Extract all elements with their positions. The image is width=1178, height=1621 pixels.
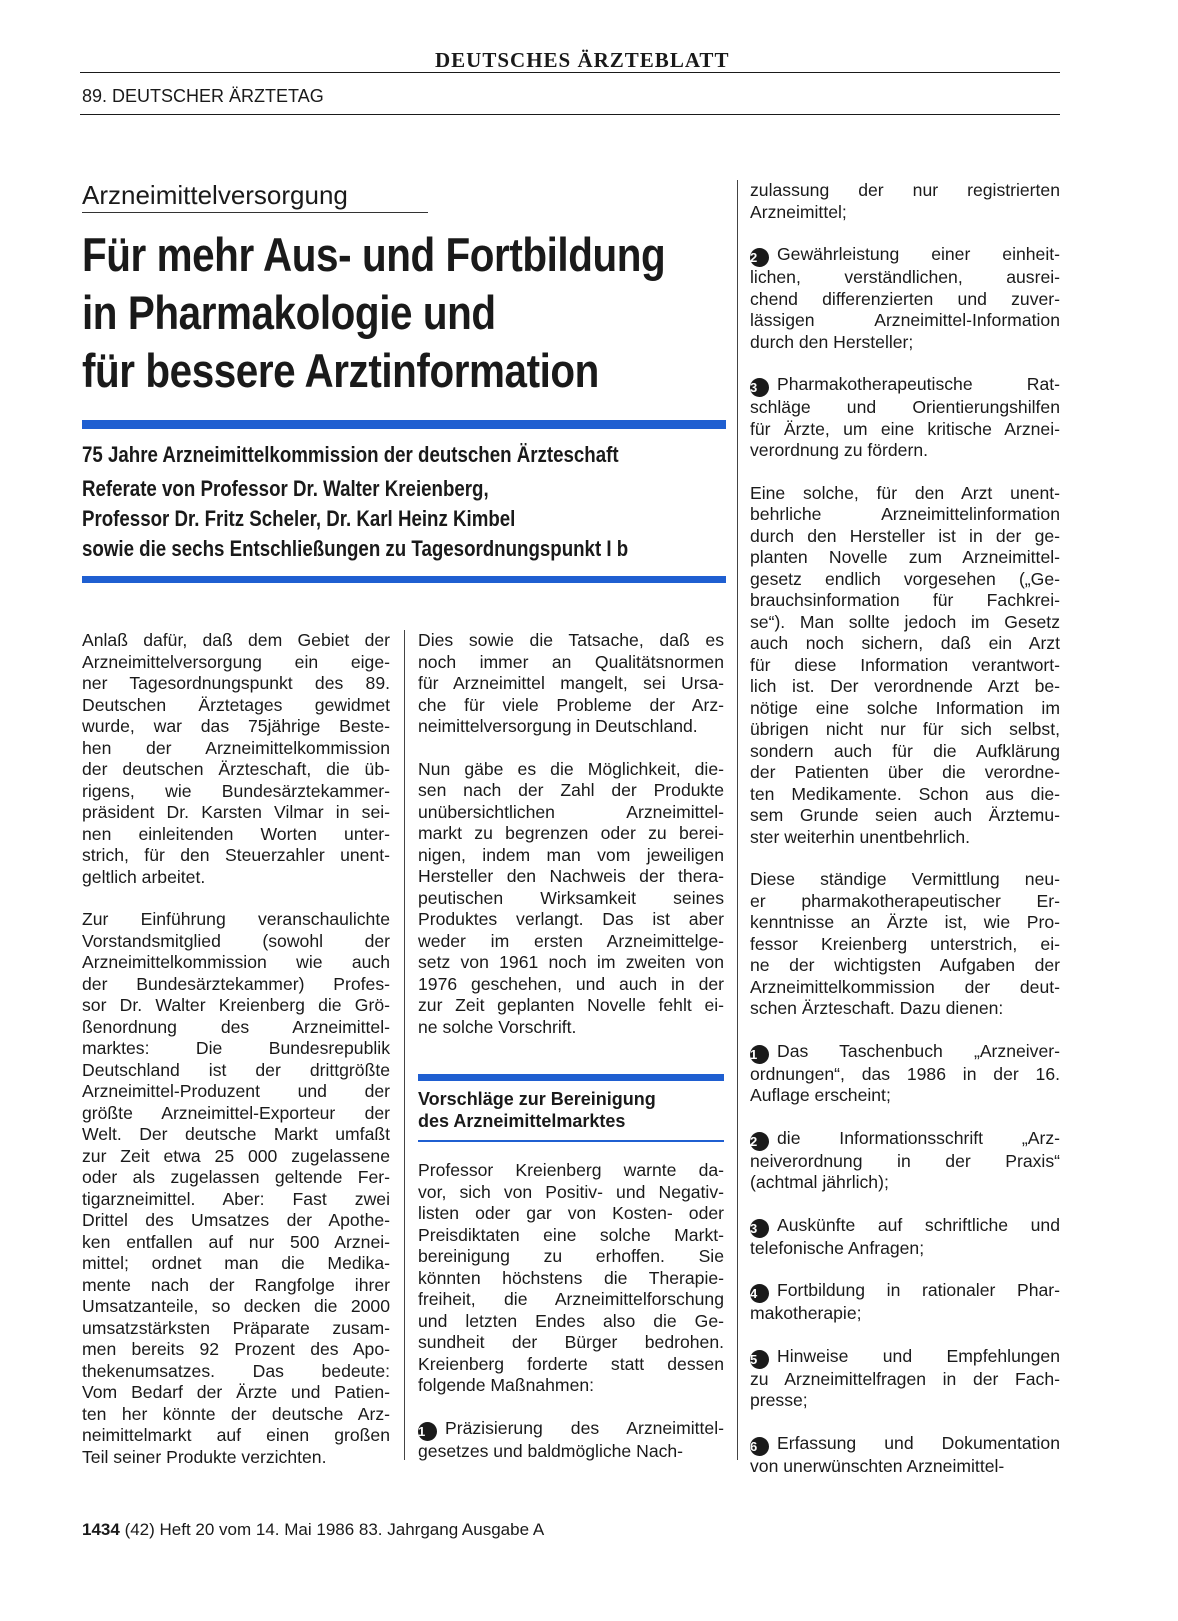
numbered-item [418,1418,724,1463]
text-line: kenntnisse an Ärzte ist, wie Pro- [750,912,1060,932]
text-line: der deutschen Ärzteschaft, die üb- [82,759,390,779]
text-line: 3 Pharmakotherapeutische Rat- [750,374,1060,395]
text-line: strich, für den Steuerzahler unent- [82,845,390,865]
text-line: der Bundesärztekammer) Profes- [82,973,390,994]
section-label: 89. DEUTSCHER ÄRZTETAG [82,86,324,106]
text-line: 3 Auskünfte auf schriftliche und [750,1214,1060,1236]
text-line: ten her könnte der deutsche Arz- [82,1403,390,1424]
text-line: sem Grunde seien auch Ärztemu- [750,805,1060,825]
number-badge: 2 [750,248,769,267]
text-line: neimittelversorgung in Deutschland. [418,716,698,736]
text-line: men bereits 92 Prozent des Apo- [82,1339,390,1359]
masthead-title: DEUTSCHES ÄRZTEBLATT [435,48,730,72]
text-line: lichen, verständlichen, ausrei- [750,267,1060,287]
text-line: zulassung der nur registrierten [750,180,1060,200]
page-number: 1434 [82,1520,120,1539]
text-line: ster weiterhin unentbehrlich. [750,826,971,847]
text-line: markt zu begrenzen oder zu berei- [418,823,724,843]
paragraph [418,759,724,1039]
text-line: sor Dr. Walter Kreienberg die Grö- [82,995,390,1015]
text-line: 6 Erfassung und Dokumentation [750,1432,1060,1454]
text-line: vor, sich von Positiv- und Negativ- [418,1181,724,1202]
text-line: Produktes verlangt. Das ist aber [418,909,724,929]
text-line: auch noch sichern, daß ein Arzt [750,633,1060,653]
text-line: nigen, indem man vom jeweiligen [418,844,724,865]
numbered-item [750,1215,1060,1260]
text-line: ne solche Vorschrift. [418,1016,577,1037]
paragraph [418,1160,724,1397]
text-line: er pharmakotherapeutischer Er- [750,890,1060,911]
text-line: Deutschen Ärztetages gewidmet [82,694,390,715]
text-line: Deutschland ist der drittgrößte [82,1059,390,1080]
text-line: setz von 1961 noch im zweiten von [418,952,724,972]
text-line: Teil seiner Produkte verzichten. [82,1446,327,1467]
footer [82,1520,544,1540]
text-line: brauchsinformation für Fachkrei- [750,590,1060,610]
numbered-item [750,1433,1060,1478]
text-line: schen Ärzteschaft. Dazu dienen: [750,998,1004,1018]
text-line: sen nach der Zahl der Produkte [418,780,724,800]
paragraph [750,483,1060,849]
column-3 [750,180,1060,1498]
text-line: mittel; ordnet man die Medika- [82,1253,390,1273]
text-line: und letzten Endes also die Ge- [418,1310,724,1331]
text-line: Dies sowie die Tatsache, daß es [418,630,724,650]
text-line: che für viele Probleme der Arz- [418,694,724,715]
box-heading [418,1088,724,1132]
text-line: lich ist. Der verordnende Arzt be- [750,676,1060,696]
box-heading-line: des Arzneimittelmarktes [418,1111,626,1131]
kicker-underline [82,212,428,213]
text-line: rigens, wie Bundesärztekammer- [82,780,390,801]
text-line: marktes: Die Bundesrepublik [82,1038,390,1058]
box-heading-line: Vorschläge zur Bereinigung [418,1089,656,1109]
text-line: wurde, war das 75jährige Beste- [82,716,390,736]
column-divider [737,180,738,1460]
number-badge: 1 [750,1045,769,1064]
column-2 [418,630,724,1059]
number-badge: 4 [750,1284,769,1303]
text-line: zur Zeit geplanten Novelle fehlt ei- [418,995,724,1015]
headline-line: Für mehr Aus- und Fortbildung [82,228,666,281]
text-line: 1 Präzisierung des Arzneimittel- [418,1417,724,1439]
text-line: thekenumsatzes. Das bedeute: [82,1360,390,1381]
text-line: unübersichtlichen Arzneimittel- [418,801,724,822]
text-line: noch immer an Qualitätsnormen [418,651,724,672]
box-heading-rule [418,1140,724,1142]
text-line: Vorstandsmitglied (sowohl der [82,930,390,951]
kicker: Arzneimittelversorgung [82,180,348,210]
text-line: tigarzneimittel. Aber: Fast zwei [82,1188,390,1209]
text-line: zur Zeit etwa 25 000 zugelassene [82,1145,390,1166]
text-line: ne der wichtigsten Aufgaben der [750,955,1060,975]
text-line: ner Tagesordnungspunkt des 89. [82,673,390,693]
text-line: verordnung zu fördern. [750,440,928,460]
text-line: Professor Kreienberg warnte da- [418,1160,724,1180]
text-line: weder im ersten Arzneimittelge- [418,930,724,951]
text-line: durch den Hersteller; [750,331,914,352]
text-line: folgende Maßnahmen: [418,1375,595,1395]
text-line: Arzneimittelkommission wie auch [82,952,390,972]
column-divider [404,630,405,1460]
text-line: schläge und Orientierungshilfen [750,397,1060,417]
text-line: ordnungen“, das 1986 in der 16. [750,1063,1060,1084]
column-2-continued [418,1160,724,1483]
text-line: Arzneimittelversorgung ein eige- [82,651,390,672]
text-line: ßenordnung des Arzneimittel- [82,1016,390,1037]
text-line: 5 Hinweise und Empfehlungen [750,1345,1060,1367]
text-line: oder als zugelassen geltende Fer- [82,1167,390,1187]
text-line: größte Arzneimittel-Exporteur der [82,1102,390,1123]
number-badge: 3 [750,378,769,397]
accent-bar-bottom [82,576,726,583]
text-line: 2 die Informationsschrift „Arz- [750,1127,1060,1149]
text-line: für Ärzte, um eine kritische Arznei- [750,418,1060,439]
text-line: Auflage erscheint; [750,1085,891,1105]
text-line: 4 Fortbildung in rationaler Phar- [750,1280,1060,1301]
text-line: telefonische Anfragen; [750,1237,925,1258]
text-line: Zur Einführung veranschaulichte [82,909,390,929]
paragraph [750,869,1060,1020]
text-line: Umsatzanteile, so decken die 2000 [82,1296,390,1316]
text-line: Diese ständige Vermittlung neu- [750,869,1060,889]
text-line: der Patienten über die verordne- [750,762,1060,782]
text-line: ten Medikamente. Schon aus die- [750,783,1060,804]
headline-line: für bessere Arztinformation [82,344,599,397]
text-line: 1976 geschehen, und auch in der [418,973,724,994]
subhead-line: 75 Jahre Arzneimittelkommission der deutschen Ärzteschaft [82,442,619,467]
text-line: präsident Dr. Karsten Vilmar in sei- [82,802,390,822]
numbered-item [750,1128,1060,1194]
subhead-line: Referate von Professor Dr. Walter Kreienberg, [82,476,489,501]
subheads [82,440,728,564]
text-line: 2 Gewährleistung einer einheit- [750,244,1060,265]
text-line: gesetz endlich vorgesehen („Ge- [750,568,1060,589]
text-line: geltlich arbeitet. [82,866,206,887]
text-line: freiheit, die Arzneimittelforschung [418,1289,724,1309]
text-line: Nun gäbe es die Möglichkeit, die- [418,758,724,779]
text-line: lässigen Arzneimittel-Information [750,310,1060,330]
text-line: für Arzneimittel mangelt, sei Ursa- [418,673,724,693]
text-line: ken entfallen auf nur 500 Arznei- [82,1231,390,1252]
numbered-item [750,1280,1060,1325]
headline [82,226,667,400]
text-line: presse; [750,1390,808,1410]
paragraph [750,180,1060,223]
text-line: fessor Kreienberg unterstrich, ei- [750,933,1060,954]
numbered-item [750,374,1060,462]
text-line: sundheit der Bürger bedrohen. [418,1332,724,1352]
text-line: nötige eine solche Information im [750,697,1060,718]
text-line: könnten höchstens die Therapie- [418,1267,724,1288]
text-line: (achtmal jährlich); [750,1172,889,1192]
section-rule [80,114,1060,115]
text-line: chend differenzierten und zuver- [750,288,1060,309]
text-line: Welt. Der deutsche Markt umfaßt [82,1124,390,1144]
text-line: makotherapie; [750,1303,862,1323]
text-line: listen oder gar von Kosten- oder [418,1203,724,1223]
text-line: zu Arzneimittelfragen in der Fach- [750,1368,1060,1389]
text-line: hen der Arzneimittelkommission [82,737,390,758]
number-badge: 2 [750,1132,769,1151]
text-line: bereinigung zu erhoffen. Sie [418,1246,724,1266]
text-line: neimittelmarkt auf einen großen [82,1425,390,1445]
text-line: von unerwünschten Arzneimittel- [750,1455,1005,1476]
text-line: durch den Hersteller ist in der ge- [750,525,1060,546]
text-line: Preisdiktaten eine solche Markt- [418,1224,724,1245]
text-line: übrigen nicht nur für sich selbst, [750,719,1060,739]
box-bar [418,1074,724,1081]
text-line: se“). Man sollte jedoch im Gesetz [750,611,1060,632]
paragraph [82,909,390,1468]
text-line: behrliche Arzneimittelinformation [750,504,1060,524]
text-line: Anlaß dafür, daß dem Gebiet der [82,630,390,650]
number-badge: 1 [418,1422,437,1441]
text-line: Vom Bedarf der Ärzte und Patien- [82,1382,390,1402]
text-line: Kreienberg forderte statt dessen [418,1353,724,1374]
number-badge: 5 [750,1350,769,1369]
accent-bar-top [82,420,726,429]
numbered-item [750,1346,1060,1412]
issue-info: (42) Heft 20 vom 14. Mai 1986 83. Jahrgang Ausgabe A [124,1520,545,1539]
text-line: peutischen Wirksamkeit seines [418,887,724,908]
paragraph [418,630,724,738]
masthead-rule [80,72,1060,73]
text-line: 1 Das Taschenbuch „Arzneiver- [750,1040,1060,1062]
text-line: für diese Information verantwort- [750,654,1060,675]
text-line: Arzneimittel-Produzent und der [82,1081,390,1101]
text-line: Drittel des Umsatzes der Apothe- [82,1210,390,1230]
text-line: mente nach der Rangfolge ihrer [82,1274,390,1295]
text-line: sondern auch für die Aufklärung [750,740,1060,761]
text-line: umsatzstärksten Präparate zusam- [82,1317,390,1338]
numbered-item [750,1041,1060,1107]
text-line: nen einleitenden Worten unter- [82,823,390,844]
text-line: Eine solche, für den Arzt unent- [750,482,1060,503]
subhead-line: sowie die sechs Entschließungen zu Tagesordnungspunkt I b [82,536,629,561]
column-1 [82,630,390,1489]
text-line: planten Novelle zum Arzneimittel- [750,547,1060,567]
subhead-line: Professor Dr. Fritz Scheler, Dr. Karl Heinz Kimbel [82,506,516,531]
text-line: gesetzes und baldmögliche Nach- [418,1440,684,1461]
text-line: Arzneimittelkommission der deut- [750,976,1060,997]
number-badge: 3 [750,1219,769,1238]
paragraph [82,630,390,888]
text-line: neiverordnung in der Praxis“ [750,1150,1060,1171]
numbered-item [750,244,1060,353]
text-line: Hersteller den Nachweis der thera- [418,866,724,886]
headline-line: in Pharmakologie und [82,286,496,339]
number-badge: 6 [750,1437,769,1456]
text-line: Arzneimittel; [750,201,847,222]
